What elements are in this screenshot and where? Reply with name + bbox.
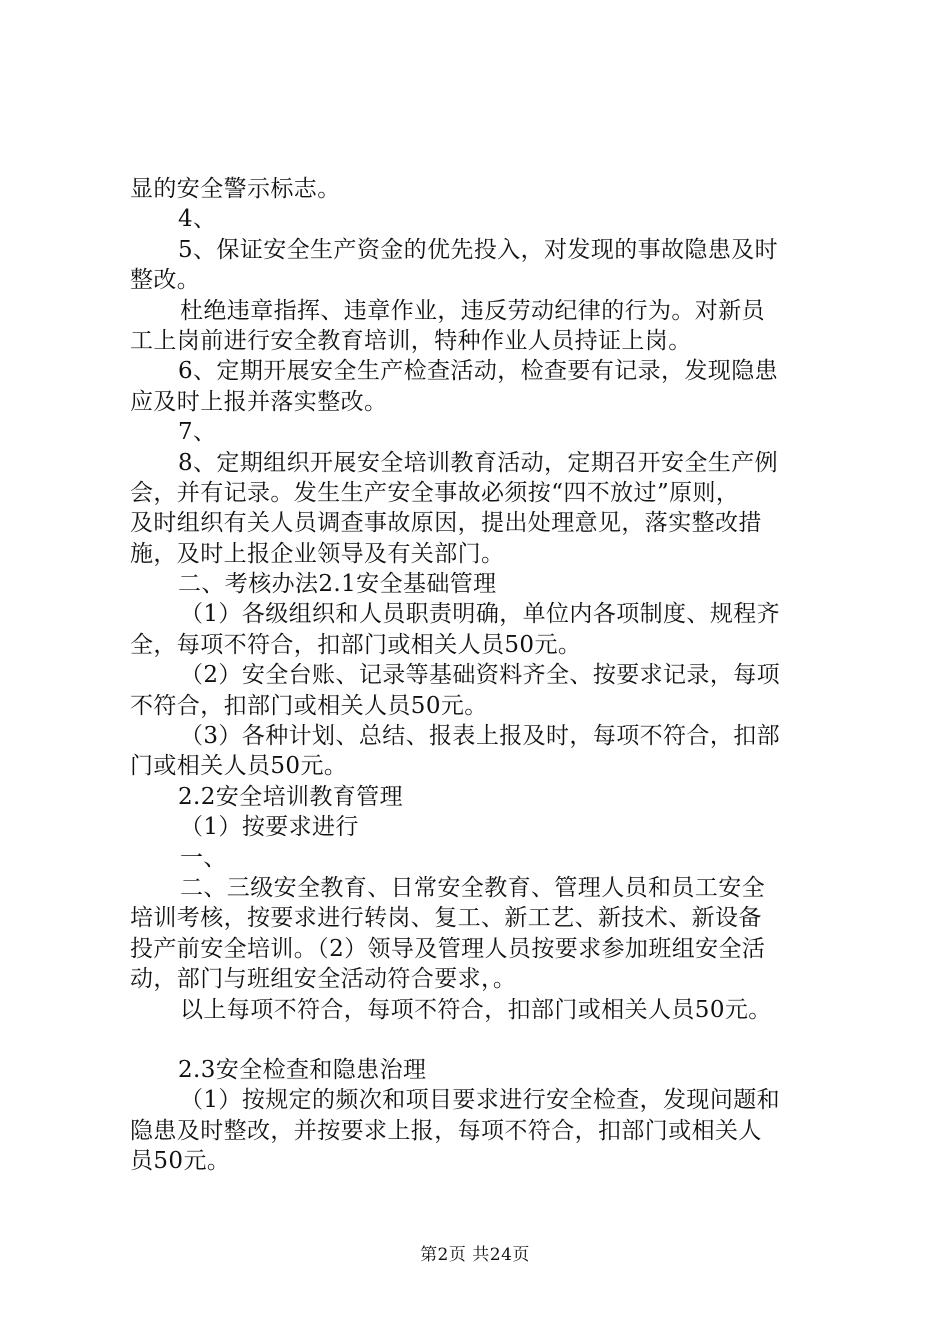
document-body [130, 174, 830, 1177]
text-line: 隐患及时整改，并按要求上报，每项不符合，扣部门或相关人 [130, 1117, 762, 1144]
text-line: 6、定期开展安全生产检查活动，检查要有记录，发现隐患 [178, 358, 779, 385]
text-line: 一、 [180, 844, 227, 871]
text-line: 5、保证安全生产资金的优先投入，对发现的事故隐患及时 [178, 236, 779, 263]
text-line: 动，部门与班组安全活动符合要求，。 [130, 966, 517, 993]
text-line: 8、定期组织开展安全培训教育活动，定期召开安全生产例 [178, 449, 779, 476]
text-line: 不符合，扣部门或相关人员50元。 [130, 692, 488, 719]
text-line: 4、 [178, 206, 217, 233]
text-line: （1）各级组织和人员职责明确，单位内各项制度、规程齐 [180, 601, 781, 628]
text-line: 施，及时上报企业领导及有关部门。 [130, 540, 505, 567]
text-line: 杜绝违章指挥、违章作业，违反劳动纪律的行为。对新员 [180, 297, 765, 324]
text-line: （3）各种计划、总结、报表上报及时，每项不符合，扣部 [180, 723, 781, 750]
paragraph-gap [130, 1025, 830, 1055]
text-line: 7、 [178, 419, 217, 446]
text-line: 全，每项不符合，扣部门或相关人员50元。 [130, 631, 582, 658]
section-heading: 二、考核办法2.1安全基础管理 [178, 571, 497, 598]
text-line: 整改。 [130, 267, 201, 294]
text-line: 培训考核，按要求进行转岗、复工、新工艺、新技术、新设备 [130, 905, 762, 932]
text-line: （1）按规定的频次和项目要求进行安全检查，发现问题和 [180, 1087, 781, 1114]
text-line: 以上每项不符合，每项不符合，扣部门或相关人员50元。 [180, 996, 772, 1023]
text-line: （1）按要求进行 [180, 814, 359, 841]
text-line: （2）安全台账、记录等基础资料齐全、按要求记录，每项 [180, 662, 781, 689]
text-line: 投产前安全培训。（2）领导及管理人员按要求参加班组安全活 [130, 935, 766, 962]
text-line: 工上岗前进行安全教育培训，特种作业人员持证上岗。 [130, 327, 692, 354]
text-line: 员50元。 [130, 1148, 231, 1175]
text-line: 应及时上报并落实整改。 [130, 388, 388, 415]
text-line: 门或相关人员50元。 [130, 753, 348, 780]
text-line: 及时组织有关人员调查事故原因，提出处理意见，落实整改措 [130, 510, 762, 537]
section-heading: 2.3安全检查和隐患治理 [178, 1056, 427, 1083]
text-line: 显的安全警示标志。 [130, 176, 341, 202]
text-line: 会，并有记录。发生生产安全事故必须按“四不放过”原则， [130, 479, 740, 506]
text-line: 二、三级安全教育、日常安全教育、管理人员和员工安全 [180, 874, 765, 901]
page-footer: 第2页 共24页 [420, 1245, 530, 1265]
section-heading: 2.2安全培训教育管理 [178, 783, 403, 810]
